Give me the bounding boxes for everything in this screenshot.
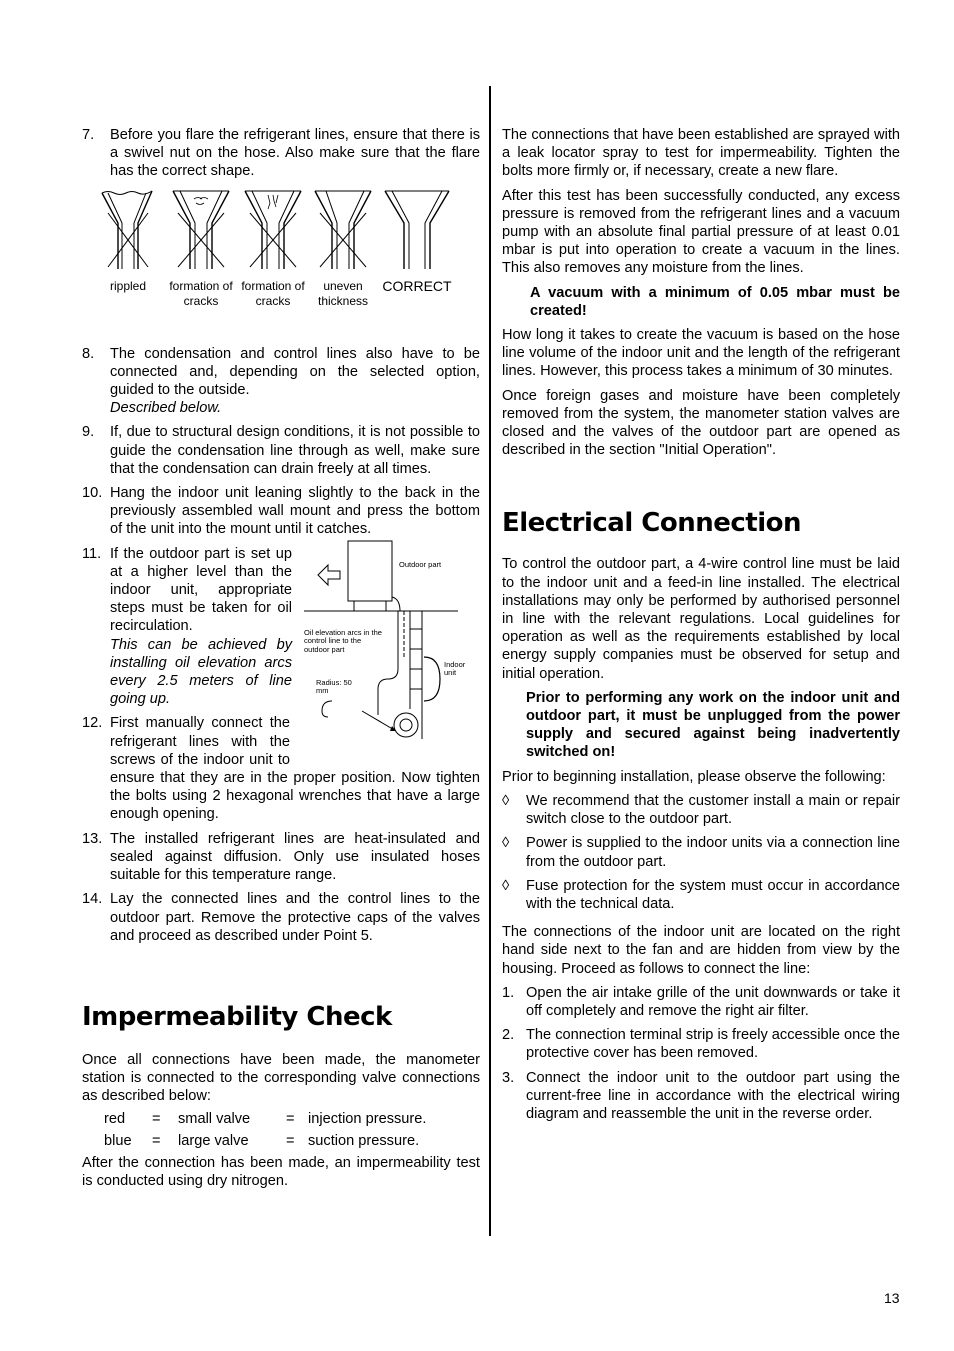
list-item-8 xyxy=(82,345,480,418)
oil-arcs-label: Oil elevation arcs in the control line to the outdoor part xyxy=(304,627,382,654)
flare-caption: CORRECT xyxy=(382,277,452,294)
valve-meaning: suction pressure. xyxy=(308,1132,420,1149)
equals-sign: = xyxy=(286,1110,295,1127)
item-number: 13. xyxy=(82,830,103,847)
bullet-text: Fuse protection for the system must occur in accordance with the technical data. xyxy=(526,877,900,912)
item-number: 8. xyxy=(82,345,95,362)
flare-cracks-drawing xyxy=(242,189,304,273)
page-number: 13 xyxy=(884,1290,900,1306)
bullet-item xyxy=(502,877,900,913)
flare-uneven-drawing xyxy=(312,189,374,273)
vacuum-note: A vacuum with a minimum of 0.05 mbar must be created! xyxy=(530,284,900,319)
electrical-intro: To control the outdoor part, a 4-wire control line must be laid to the indoor unit and a feed-in line installed. The electrical installations may only be performed by authorised personnel in line with the relevant regulations. Local guidelines for operation as well as the requirements established by local energy supply companies must be observed for setup and initial operation. xyxy=(502,556,900,682)
flare-correct-drawing xyxy=(382,189,452,273)
step-item-1 xyxy=(502,984,900,1020)
step-text: The connection terminal strip is freely accessible once the protective cover has been removed. xyxy=(526,1027,900,1062)
flare-uneven xyxy=(310,189,376,309)
step-item-3 xyxy=(502,1069,900,1124)
item-number: 9. xyxy=(82,424,95,441)
flare-caption: uneven thickness xyxy=(317,278,369,308)
item-text: The installed refrigerant lines are heat-insulated and sealed against diffusion. Only use insulated hoses suitable for this temperature range. xyxy=(110,830,480,884)
item-text: If the outdoor part is set up at a higher level than the indoor unit, appropriate steps must be taken for oil recirculation. xyxy=(110,545,292,635)
item-text: If, due to structural design conditions, it is not possible to guide the condensation line through as well, make sure that the condensation can drain freely at all times. xyxy=(110,424,480,477)
item-text: The condensation and control lines also have to be connected and, depending on the selected option, guided to the outside. xyxy=(110,345,480,399)
flare-cracks-drawing xyxy=(170,189,232,273)
equals-sign: = xyxy=(152,1132,161,1149)
item-number: 7. xyxy=(82,127,95,143)
bullet-text: Power is supplied to the indoor units via a connection line from the outdoor part. xyxy=(526,835,900,870)
indoor-unit-label: Indoor unit xyxy=(444,659,466,678)
item-number: 10. xyxy=(82,485,103,502)
item-number: 12. xyxy=(82,715,103,732)
impermeability-heading: Impermeability Check xyxy=(82,1001,392,1032)
list-item-14 xyxy=(82,890,480,945)
bullet-item xyxy=(502,834,900,870)
equals-sign: = xyxy=(286,1132,295,1149)
outdoor-part-label: Outdoor part xyxy=(399,559,442,569)
item-text: Before you flare the refrigerant lines, ensure that there is a swivel nut on the hose. Also make sure that the flare has the correct shape. xyxy=(110,127,480,180)
valve-color: red xyxy=(104,1110,126,1127)
diamond-bullet-icon: ◊ xyxy=(502,877,510,894)
flare-rippled xyxy=(100,189,156,294)
step-item-2 xyxy=(502,1026,900,1062)
flare-cracks-2 xyxy=(240,189,306,309)
flare-cracks-1 xyxy=(168,189,234,309)
bullet-text: We recommend that the customer install a main or repair switch close to the outdoor part. xyxy=(526,792,900,828)
radius-label: Radius: 50 mm xyxy=(316,677,352,696)
list-item-7 xyxy=(82,126,480,181)
flare-rippled-drawing xyxy=(100,189,156,273)
observe-paragraph: Prior to beginning installation, please observe the following: xyxy=(502,768,886,785)
item-text: Hang the indoor unit leaning slightly to the back in the previously assembled wall mount and press the bottom of the unit into the mount until it catches. xyxy=(110,485,480,538)
equals-sign: = xyxy=(152,1110,161,1127)
impermeability-test-text: After the connection has been made, an impermeability test is conducted using dry nitrogen. xyxy=(82,1154,480,1189)
list-item-11 xyxy=(82,545,292,709)
item-number: 14. xyxy=(82,891,103,908)
vacuum-paragraph: After this test has been successfully conducted, any excess pressure is removed from the refrigerant lines and a vacuum pump with an absolute final partial pressure of at least 0.01 mbar is put into operation to create a vacuum in the lines. This also removes any moisture from the lines. xyxy=(502,187,900,277)
safety-warning: Prior to performing any work on the indoor unit and outdoor part, it must be unplugged from the power supply and secured against being inadvertently switched on! xyxy=(526,689,900,761)
item-number: 11. xyxy=(82,545,102,562)
oil-elevation-diagram xyxy=(304,539,480,739)
step-number: 3. xyxy=(502,1069,515,1086)
list-item-13 xyxy=(82,830,480,885)
flare-caption: rippled xyxy=(109,278,147,293)
item-text: First manually connect the refrigerant lines with the screws of the indoor unit to ensure that they are in the proper position. Now tighten the bolts using 2 hexagonal wrenches that have a large enough opening. xyxy=(110,715,480,823)
valve-meaning: injection pressure. xyxy=(308,1110,427,1127)
oil-recirculation-section xyxy=(82,545,480,824)
item-text: Lay the connected lines and the control lines to the outdoor part. Remove the protective caps of the valves and proceed as described under Point 5. xyxy=(110,891,480,944)
leak-test-paragraph: The connections that have been established are sprayed with a leak locator spray to test for impermeability. Tighten the bolts more firmly or, if necessary, create a new flare. xyxy=(502,127,900,180)
valves-paragraph: Once foreign gases and moisture have been completely removed from the system, the manometer station valves are closed and the valves of the outdoor part are opened as described in the section "Initial Operation". xyxy=(502,387,900,459)
right-column xyxy=(502,126,900,1129)
valve-name: small valve xyxy=(178,1110,251,1127)
item-italic-text: This can be achieved by installing oil elevation arcs every 2.5 meters of line going up. xyxy=(110,636,292,708)
connections-paragraph: The connections of the indoor unit are located on the right hand side next to the fan and are hidden from view by the housing. Proceed as follows to connect the line: xyxy=(502,924,900,977)
column-divider xyxy=(489,86,491,1236)
valve-table xyxy=(82,1108,480,1152)
flare-shapes-figure xyxy=(82,189,480,339)
flare-correct xyxy=(380,189,454,294)
valve-color: blue xyxy=(104,1132,132,1149)
diamond-bullet-icon: ◊ xyxy=(502,835,510,852)
list-item-12 xyxy=(82,714,480,823)
step-text: Open the air intake grille of the unit downwards or take it off completely and remove the right air filter. xyxy=(526,984,900,1019)
diagram-float-spacer xyxy=(290,714,480,768)
vacuum-duration-paragraph: How long it takes to create the vacuum is based on the hose line volume of the indoor unit and the length of the refrigerant lines. However, this process takes a minimum of 30 minutes. xyxy=(502,327,900,380)
step-number: 1. xyxy=(502,984,515,1001)
electrical-heading: Electrical Connection xyxy=(502,508,802,539)
impermeability-intro: Once all connections have been made, the manometer station is connected to the corresponding valve connections as described below: xyxy=(82,1051,480,1105)
step-text: Connect the indoor unit to the outdoor part using the current-free line in accordance with the electrical wiring diagram and reassemble the unit in the reverse order. xyxy=(526,1069,900,1122)
left-column xyxy=(82,126,480,1196)
bullet-item xyxy=(502,792,900,828)
list-item-10 xyxy=(82,484,480,539)
flare-caption: formation of cracks xyxy=(241,278,305,308)
item-italic-text: Described below. xyxy=(110,400,222,417)
flare-caption: formation of cracks xyxy=(169,278,233,308)
diamond-bullet-icon: ◊ xyxy=(502,792,510,809)
step-number: 2. xyxy=(502,1027,515,1044)
list-item-9 xyxy=(82,423,480,478)
valve-name: large valve xyxy=(178,1132,249,1149)
